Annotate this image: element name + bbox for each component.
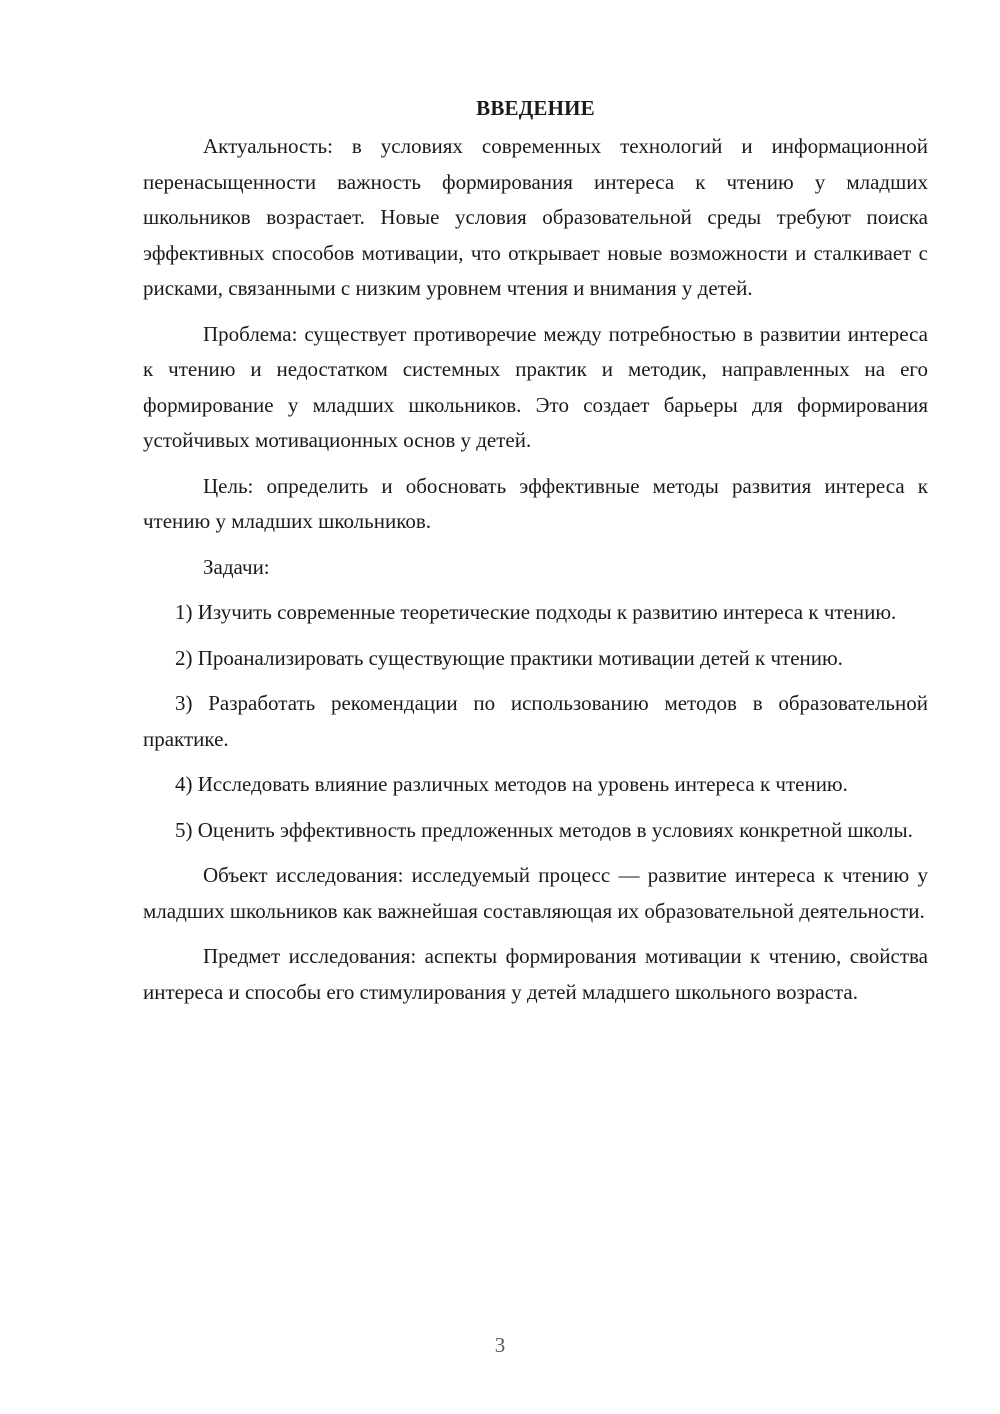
paragraph-relevance: Актуальность: в условиях современных технологий и информационной перенасыщенности важность формирования интереса к чтению у младших школьников возрастает. Новые условия образовательной среды требуют поиска эффективных способов мотивации, что открывает новые возможности и сталкивает с рисками, связанными с низким уровнем чтения и внимания у детей.: [143, 134, 928, 300]
task-item: 2) Проанализировать существующие практики мотивации детей к чтению.: [175, 645, 843, 670]
paragraph-subject: Предмет исследования: аспекты формирования мотивации к чтению, свойства интереса и способы его стимулирования у детей младшего школьного возраста.: [143, 944, 928, 1004]
task-item: 3) Разработать рекомендации по использованию методов в образовательной практике.: [143, 691, 928, 751]
page-number: 3: [494, 1333, 506, 1357]
document-body: [143, 93, 928, 1020]
paragraph-object: Объект исследования: исследуемый процесс — развитие интереса к чтению у младших школьников как важнейшая составляющая их образовательной деятельности.: [143, 863, 928, 923]
section-heading: ВВЕДЕНИЕ: [476, 96, 595, 120]
paragraph-goal: Цель: определить и обосновать эффективные методы развития интереса к чтению у младших школьников.: [143, 473, 928, 533]
task-item: 1) Изучить современные теоретические подходы к развитию интереса к чтению.: [175, 600, 897, 624]
tasks-label: Задачи:: [203, 554, 270, 579]
task-item: 4) Исследовать влияние различных методов на уровень интереса к чтению.: [175, 772, 848, 796]
task-item: 5) Оценить эффективность предложенных методов в условиях конкретной школы.: [175, 817, 913, 842]
paragraph-problem: Проблема: существует противоречие между потребностью в развитии интереса к чтению и недостатком системных практик и методик, направленных на его формирование у младших школьников. Это создает барьеры для формирования устойчивых мотивационных основ у детей.: [143, 321, 928, 452]
